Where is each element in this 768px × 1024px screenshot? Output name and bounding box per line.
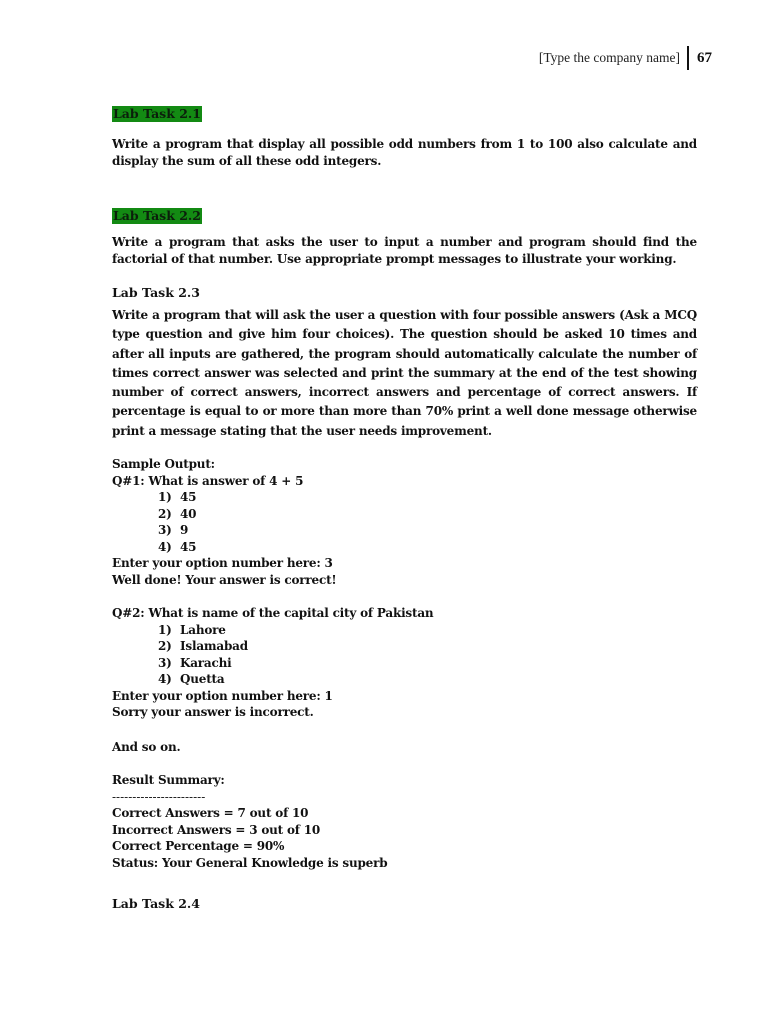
q1-option: [112, 506, 697, 523]
q1-option: [112, 539, 697, 556]
page-header: [539, 46, 712, 70]
sample-q2: [112, 605, 697, 721]
lab-task-2-1: [112, 103, 697, 122]
option-text: 40: [180, 506, 197, 521]
q1-option: [112, 489, 697, 506]
option-text: Islamabad: [180, 639, 248, 653]
lab-task-2-1-title: Lab Task 2.1: [113, 106, 201, 121]
lab-task-2-1-body-wrap: [112, 136, 697, 169]
q2-option: [112, 638, 697, 655]
lab-task-2-1-body: Write a program that display all possible odd numbers from 1 to 100 also calculate and display the sum of all these odd integers.: [112, 137, 697, 168]
q1-option: [112, 522, 697, 539]
q1-prompt: Enter your option number here: 3: [112, 556, 333, 570]
company-name: [Type the company name]: [538, 50, 680, 65]
option-text: Quetta: [180, 672, 225, 686]
lab-task-2-2: [112, 205, 697, 224]
q1-feedback: Well done! Your answer is correct!: [112, 572, 337, 587]
option-number: 3): [158, 655, 172, 670]
option-text: Karachi: [180, 655, 232, 670]
lab-task-2-3-body-wrap: [112, 306, 697, 441]
q2-option: [112, 655, 697, 672]
summary-incorrect: Incorrect Answers = 3 out of 10: [112, 822, 321, 837]
lab-task-2-4: [112, 896, 697, 912]
summary-divider: -----------------------: [112, 789, 206, 804]
q2-prompt: Enter your option number here: 1: [112, 688, 333, 703]
option-text: 45: [180, 490, 197, 504]
option-text: 9: [180, 523, 189, 537]
sample-output-heading: Sample Output:: [112, 457, 215, 471]
and-so-on: And so on.: [112, 740, 181, 754]
result-summary: [112, 772, 697, 871]
option-number: 1): [158, 490, 172, 504]
option-number: 2): [158, 639, 172, 653]
page-number: 67: [697, 49, 712, 66]
q2-question: Q#2: What is name of the capital city of Pakistan: [112, 606, 434, 620]
summary-status: Status: Your General Knowledge is superb: [112, 855, 388, 870]
and-so-on-wrap: [112, 739, 697, 756]
summary-percentage: Correct Percentage = 90%: [112, 839, 285, 853]
q2-feedback: Sorry your answer is incorrect.: [112, 705, 314, 719]
lab-task-2-3: [112, 285, 697, 301]
option-number: 4): [158, 539, 172, 554]
lab-task-2-2-title: Lab Task 2.2: [113, 208, 201, 223]
option-number: 1): [158, 622, 172, 637]
option-number: 2): [158, 506, 172, 521]
summary-correct: Correct Answers = 7 out of 10: [112, 806, 309, 820]
lab-task-2-3-body: Write a program that will ask the user a question with four possible answers (Ask a MCQ type question and give him four choices). The question should be asked 10 times and after all inputs are gathered, the program should automatically calculate the number of times correct answer was selected and print the summary at the end of the test showing number of correct answers, incorrect answers and percentage of correct answers. If percentage is equal to or more than more than 70% print a well done message otherwise print a message stating that the user needs improvement.: [112, 308, 697, 438]
lab-task-2-4-title: Lab Task 2.4: [112, 896, 200, 911]
q1-question: Q#1: What is answer of 4 + 5: [112, 473, 304, 488]
option-text: Lahore: [180, 622, 226, 637]
q2-option: [112, 671, 697, 688]
sample-output: [112, 456, 697, 588]
option-number: 3): [158, 523, 172, 537]
result-summary-heading: Result Summary:: [112, 773, 225, 787]
q2-option: [112, 622, 697, 639]
option-number: 4): [158, 672, 172, 686]
lab-task-2-3-title: Lab Task 2.3: [112, 285, 200, 300]
option-text: 45: [180, 539, 197, 554]
lab-task-2-2-body-wrap: [112, 234, 697, 267]
lab-task-2-2-body: Write a program that asks the user to input a number and program should find the factorial of that number. Use appropriate prompt messages to illustrate your working.: [112, 235, 697, 266]
